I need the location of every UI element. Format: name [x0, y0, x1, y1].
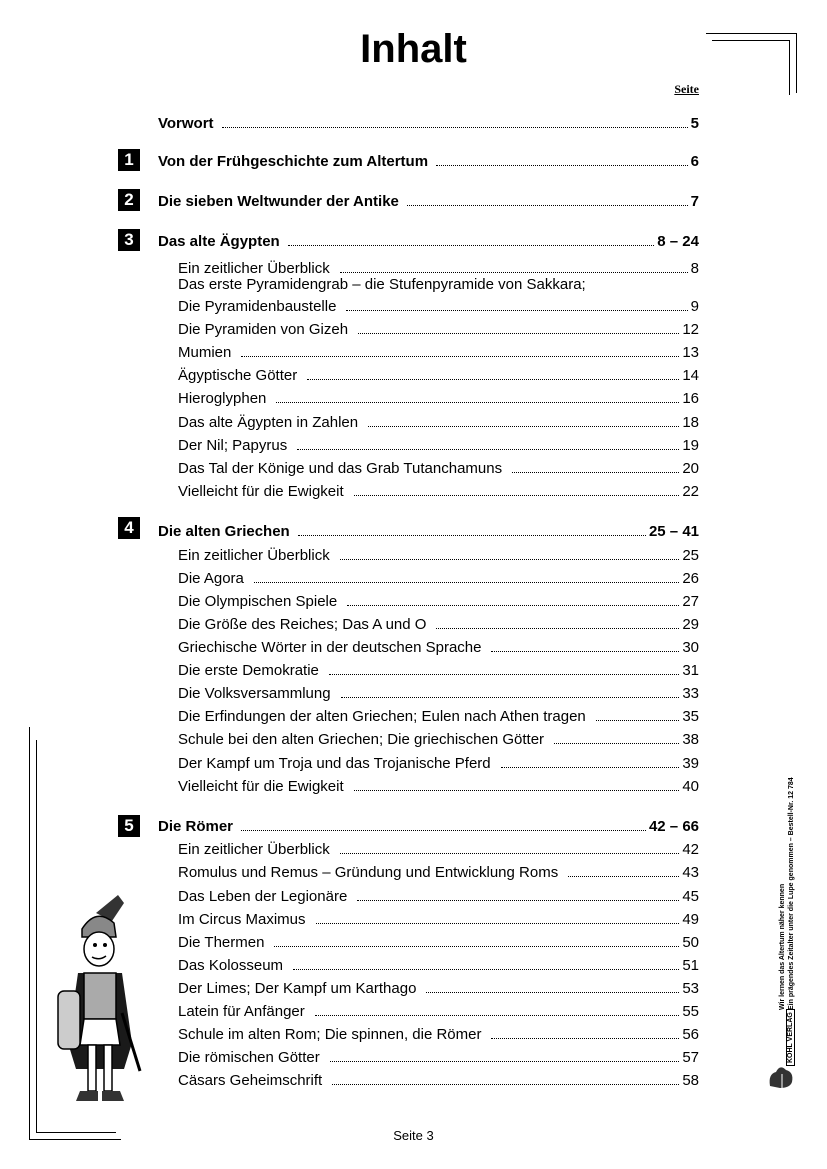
toc-entry[interactable]: Das Kolosseum 51 [178, 957, 699, 974]
toc-entry[interactable]: Schule bei den alten Griechen; Die griechischen Götter 38 [178, 731, 699, 748]
toc-chapter-3[interactable]: Das alte Ägypten 8 – 24 [158, 233, 699, 250]
toc-entry[interactable]: Ein zeitlicher Überblick 25 [178, 547, 699, 564]
toc-entry-line[interactable]: Das erste Pyramidengrab – die Stufenpyramide von Sakkara; [178, 276, 586, 293]
toc-entry[interactable]: Im Circus Maximus 49 [178, 911, 699, 928]
page-column-label: Seite [674, 82, 699, 96]
frame-top-right-v [796, 33, 797, 93]
toc-entry[interactable]: Die Volksversammlung 33 [178, 685, 699, 702]
publisher-name: KOHL VERLAG [786, 1009, 795, 1066]
roman-soldier-illustration [52, 893, 148, 1109]
toc-entry[interactable]: Schule im alten Rom; Die spinnen, die Römer 56 [178, 1026, 699, 1043]
toc-entry[interactable]: Das Tal der Könige und das Grab Tutanchamuns 20 [178, 460, 699, 477]
toc-entry[interactable]: Ein zeitlicher Überblick 8 [178, 260, 699, 277]
toc-entry[interactable]: Die römischen Götter 57 [178, 1049, 699, 1066]
page-title: Inhalt [360, 27, 467, 71]
toc-entry[interactable]: Die Erfindungen der alten Griechen; Eulen nach Athen tragen 35 [178, 708, 699, 725]
toc-entry[interactable]: Die Thermen 50 [178, 934, 699, 951]
toc-entry[interactable]: Der Limes; Der Kampf um Karthago 53 [178, 980, 699, 997]
toc-entry[interactable]: Latein für Anfänger 55 [178, 1003, 699, 1020]
toc-entry[interactable]: Das Leben der Legionäre 45 [178, 888, 699, 905]
toc-chapter-1[interactable]: Von der Frühgeschichte zum Altertum 6 [158, 153, 699, 170]
toc-entry[interactable]: Griechische Wörter in der deutschen Sprache 30 [178, 639, 699, 656]
frame-bottom-left-v2 [36, 740, 37, 1132]
toc-entry-vorwort[interactable]: Vorwort 5 [158, 115, 699, 132]
chapter-number-badge: 2 [118, 189, 140, 211]
chapter-number-badge: 1 [118, 149, 140, 171]
sidebar-book-title: Wir lernen das Altertum näher kennen [779, 883, 786, 1010]
toc-entry[interactable]: Der Kampf um Troja und das Trojanische Pferd 39 [178, 755, 699, 772]
toc-entry[interactable]: Romulus und Remus – Gründung und Entwicklung Roms 43 [178, 864, 699, 881]
toc-chapter-4[interactable]: Die alten Griechen 25 – 41 [158, 523, 699, 540]
frame-top-right-h [706, 33, 796, 34]
toc-entry[interactable]: Mumien 13 [178, 344, 699, 361]
toc-chapter-2[interactable]: Die sieben Weltwunder der Antike 7 [158, 193, 699, 210]
toc-entry[interactable]: Die Agora 26 [178, 570, 699, 587]
toc-entry[interactable]: Die Größe des Reiches; Das A und O 29 [178, 616, 699, 633]
toc-entry[interactable]: Ägyptische Götter 14 [178, 367, 699, 384]
toc-entry[interactable]: Die erste Demokratie 31 [178, 662, 699, 679]
publisher-sidebar [778, 710, 796, 1010]
toc-entry[interactable]: Die Pyramidenbaustelle 9 [178, 298, 699, 315]
frame-top-right-v2 [789, 40, 790, 95]
chapter-number-badge: 3 [118, 229, 140, 251]
toc-entry[interactable]: Die Olympischen Spiele 27 [178, 593, 699, 610]
sidebar-subtitle: Ein prägendes Zeitalter unter die Lupe genommen – Bestell-Nr. 12 784 [788, 777, 795, 1010]
page-number-footer: Seite 3 [393, 1128, 434, 1143]
toc-entry[interactable]: Vielleicht für die Ewigkeit 40 [178, 778, 699, 795]
toc-chapter-5[interactable]: Die Römer 42 – 66 [158, 818, 699, 835]
toc-entry[interactable]: Cäsars Geheimschrift 58 [178, 1072, 699, 1089]
toc-entry[interactable]: Das alte Ägypten in Zahlen 18 [178, 414, 699, 431]
chapter-number-badge: 5 [118, 815, 140, 837]
frame-top-right-h2 [712, 40, 790, 41]
toc-entry[interactable]: Ein zeitlicher Überblick 42 [178, 841, 699, 858]
frame-bottom-left-v [29, 727, 30, 1139]
chapter-number-badge: 4 [118, 517, 140, 539]
toc-entry[interactable]: Die Pyramiden von Gizeh 12 [178, 321, 699, 338]
toc-entry[interactable]: Vielleicht für die Ewigkeit 22 [178, 483, 699, 500]
toc-entry[interactable]: Hieroglyphen 16 [178, 390, 699, 407]
toc-entry[interactable]: Der Nil; Papyrus 19 [178, 437, 699, 454]
